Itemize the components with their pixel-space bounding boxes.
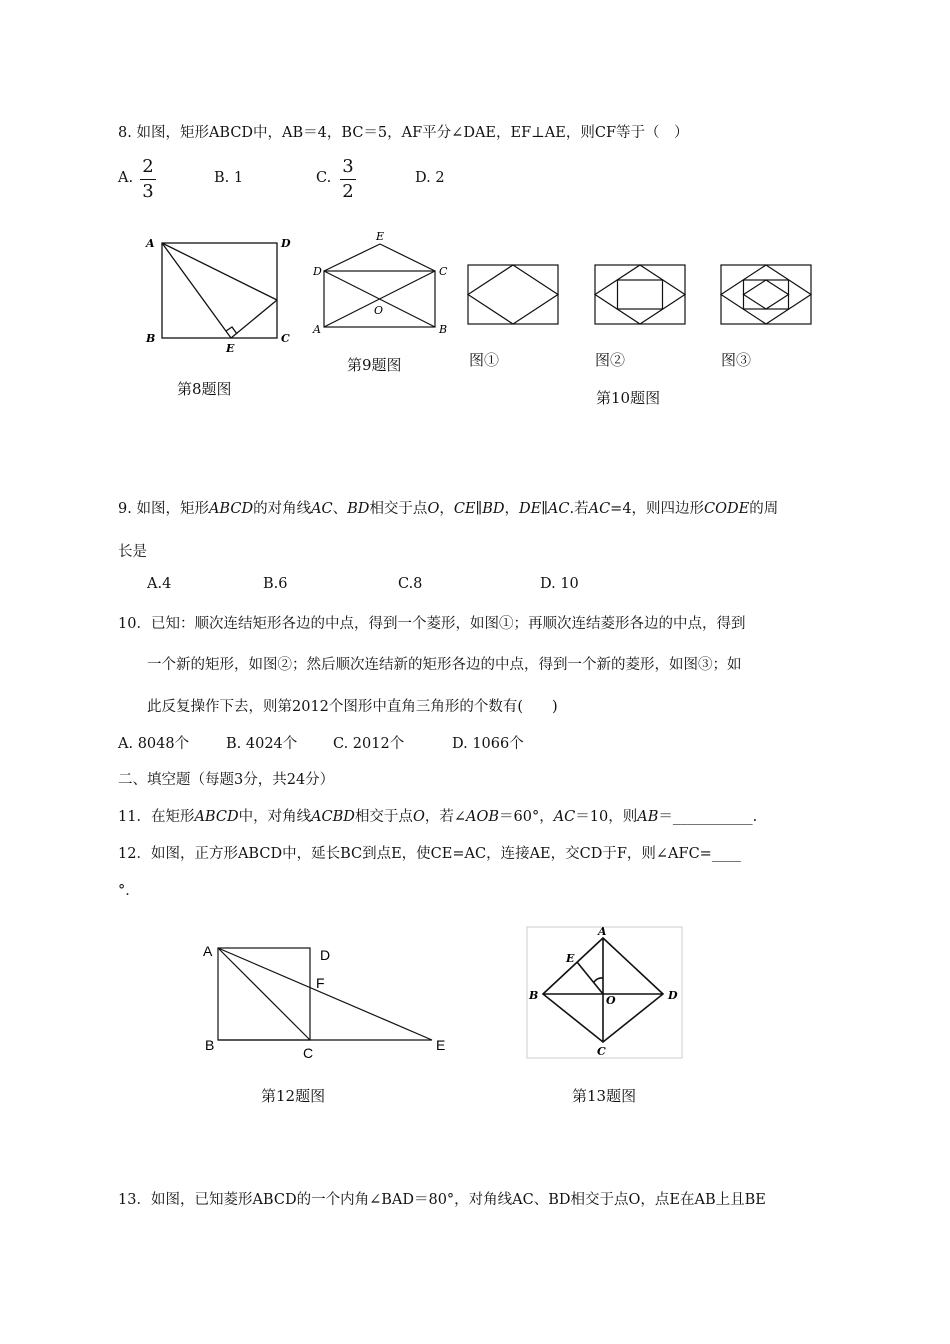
fig12-label-a: A: [203, 943, 213, 959]
q10-line-3: 此反复操作下去，则第2012个图形中直角三角形的个数有( ): [147, 699, 558, 715]
fig8-label-d: D: [281, 237, 291, 250]
q12-line-2: °．: [118, 883, 140, 899]
q10-option-c: C. 2012个: [333, 736, 405, 752]
q11-line: 11．在矩形ABCD中，对角线ACBD相交于点O，若∠AOB＝60°，AC＝10，则AB＝___________.: [118, 809, 758, 825]
fig13-label-b: B: [529, 989, 539, 1002]
fig8-label-a: A: [146, 237, 155, 250]
q9-option-c: C.8: [398, 576, 423, 592]
q10-option-d: D. 1066个: [452, 736, 524, 752]
q8-option-c-fraction: [340, 156, 356, 203]
fig13-label-c: C: [597, 1045, 606, 1058]
fig12-label-b: B: [205, 1037, 215, 1053]
q12-line-1: 12．如图，正方形ABCD中，延长BC到点E，使CE=AC，连接AE，交CD于F，则∠AFC=____: [118, 846, 741, 862]
fig10-label-1: 图①: [469, 351, 500, 369]
fig9-caption: 第9题图: [347, 356, 402, 374]
q10-option-b: B. 4024个: [226, 736, 298, 752]
q10-line-2: 一个新的矩形，如图②；然后顺次连结新的矩形各边的中点，得到一个新的菱形，如图③；如: [147, 657, 742, 673]
q9-option-b: B.6: [263, 576, 288, 592]
q9-line-2: 长是: [118, 544, 147, 560]
fig10-label-2: 图②: [595, 351, 626, 369]
q10-line-1: 10．已知：顺次连结矩形各边的中点，得到一个菱形，如图①；再顺次连结菱形各边的中点，得到: [118, 616, 746, 632]
fig13-caption: 第13题图: [572, 1087, 637, 1105]
q10-option-a: A. 8048个: [118, 736, 190, 752]
fig9-label-c: C: [439, 265, 448, 278]
fraction-denominator: 2: [342, 181, 354, 202]
fig9-label-e: E: [376, 230, 385, 243]
fig9-label-a: A: [313, 323, 321, 336]
fraction-denominator: 3: [142, 181, 154, 202]
q8-option-a-fraction: [140, 156, 156, 203]
fig9-label-b: B: [439, 323, 448, 336]
fig13-label-d: D: [668, 989, 678, 1002]
q9-option-a: A.4: [147, 576, 172, 592]
q8-stem: 8. 如图，矩形ABCD中，AB＝4，BC＝5，AF平分∠DAE，EF⊥AE，则CF等于（ ）: [118, 125, 689, 141]
q8-option-a-label: A.: [118, 170, 134, 186]
fig9-label-o: O: [374, 304, 384, 317]
fig8-caption: 第8题图: [177, 380, 232, 398]
fraction-numerator: 3: [342, 156, 354, 177]
fig8-label-e: E: [226, 342, 235, 355]
fig13-label-e: E: [566, 952, 575, 965]
fig8-label-b: B: [146, 332, 156, 345]
section-heading: 二、填空题（每题3分，共24分）: [118, 772, 335, 788]
fig12-label-e: E: [436, 1037, 446, 1053]
fig13-label-o: O: [606, 994, 616, 1007]
q8-option-c-label: C.: [316, 170, 332, 186]
q9-line-1: 9. 如图，矩形ABCD的对角线AC、BD相交于点O，CE∥BD，DE∥AC.若AC=4，则四边形CODE的周: [118, 501, 779, 517]
q8-option-b: B. 1: [214, 170, 244, 186]
q9-option-d: D. 10: [540, 576, 579, 592]
fraction-numerator: 2: [142, 156, 154, 177]
q13-line-1: 13．如图，已知菱形ABCD的一个内角∠BAD＝80°，对角线AC、BD相交于点O，点E在AB上且BE: [118, 1192, 766, 1208]
fig10-label-3: 图③: [721, 351, 752, 369]
fig12-label-c: C: [303, 1045, 314, 1061]
fig10-caption: 第10题图: [596, 389, 661, 407]
q8-option-d: D. 2: [415, 170, 445, 186]
fig13-label-a: A: [598, 925, 607, 938]
fig12-label-d: D: [320, 947, 331, 963]
fig8-label-c: C: [281, 332, 290, 345]
fig12-label-f: F: [316, 975, 325, 991]
fig9-label-d: D: [313, 265, 322, 278]
fig12-caption: 第12题图: [261, 1087, 326, 1105]
